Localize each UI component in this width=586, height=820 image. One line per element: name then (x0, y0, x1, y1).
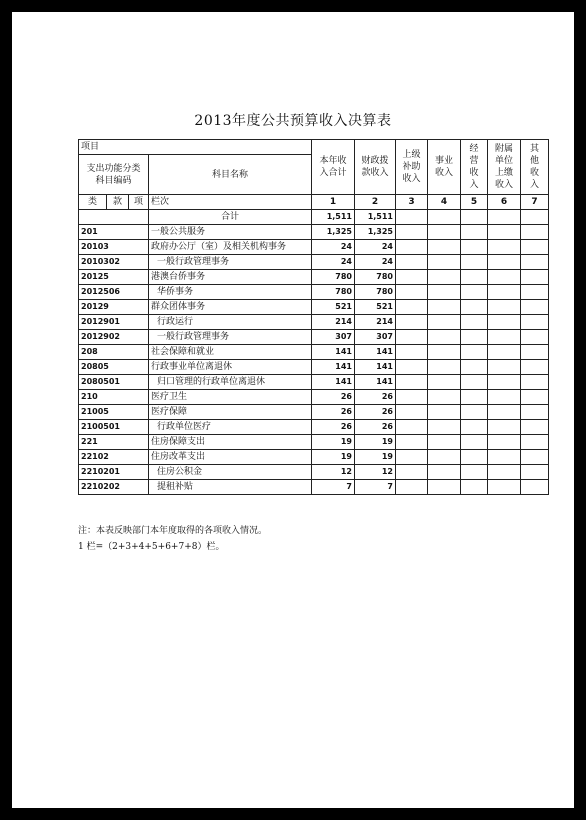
empty-cell (396, 405, 428, 420)
empty-cell (521, 210, 549, 225)
empty-cell (521, 480, 549, 495)
empty-cell (488, 315, 521, 330)
empty-cell (428, 420, 461, 435)
subject-name: 一般行政管理事务 (149, 255, 312, 270)
empty-cell (461, 420, 488, 435)
income-total: 141 (312, 360, 355, 375)
col-number: 6 (488, 195, 521, 210)
empty-cell (461, 390, 488, 405)
subject-name: 提租补贴 (149, 480, 312, 495)
empty-cell (521, 285, 549, 300)
subject-name: 行政单位医疗 (149, 420, 312, 435)
empty-cell (461, 480, 488, 495)
subject-code: 20805 (79, 360, 149, 375)
subject-code: 2210201 (79, 465, 149, 480)
subject-code: 2210202 (79, 480, 149, 495)
subject-code: 2012901 (79, 315, 149, 330)
subject-name: 住房保障支出 (149, 435, 312, 450)
table-row (79, 450, 549, 465)
empty-cell (461, 210, 488, 225)
empty-cell (428, 390, 461, 405)
empty-cell (396, 330, 428, 345)
subject-name: 社会保障和就业 (149, 345, 312, 360)
header-col1: 本年收 入合计 (312, 140, 355, 195)
empty-cell (396, 255, 428, 270)
subject-code: 2010302 (79, 255, 149, 270)
empty-cell (488, 300, 521, 315)
fiscal-appropriation: 780 (355, 285, 396, 300)
table-row (79, 270, 549, 285)
income-total: 1,325 (312, 225, 355, 240)
empty-cell (521, 375, 549, 390)
subject-name: 华侨事务 (149, 285, 312, 300)
empty-cell (396, 270, 428, 285)
document-title: 2013年度公共预算收入决算表 (194, 113, 392, 129)
header-col7: 其 他 收 入 (521, 140, 549, 195)
total-row (79, 210, 549, 225)
empty-cell (521, 270, 549, 285)
total-col2: 1,511 (355, 210, 396, 225)
empty-cell (488, 480, 521, 495)
subject-name: 住房公积金 (149, 465, 312, 480)
income-total: 780 (312, 285, 355, 300)
total-label: 合计 (149, 210, 312, 225)
empty-cell (461, 270, 488, 285)
table-row (79, 225, 549, 240)
income-total: 780 (312, 270, 355, 285)
empty-cell (428, 465, 461, 480)
empty-cell (461, 435, 488, 450)
table-row (79, 285, 549, 300)
fiscal-appropriation: 19 (355, 435, 396, 450)
empty-cell (461, 360, 488, 375)
fiscal-appropriation: 26 (355, 390, 396, 405)
empty-cell (461, 345, 488, 360)
table-row (79, 480, 549, 495)
empty-cell (396, 345, 428, 360)
empty-cell (488, 450, 521, 465)
income-total: 214 (312, 315, 355, 330)
subject-code: 210 (79, 390, 149, 405)
empty-cell (521, 450, 549, 465)
subject-name: 医疗卫生 (149, 390, 312, 405)
fiscal-appropriation: 12 (355, 465, 396, 480)
subject-name: 港澳台侨事务 (149, 270, 312, 285)
fiscal-appropriation: 141 (355, 345, 396, 360)
income-total: 7 (312, 480, 355, 495)
table-row (79, 255, 549, 270)
empty-cell (488, 270, 521, 285)
fiscal-appropriation: 214 (355, 315, 396, 330)
total-code-cell (79, 210, 149, 225)
empty-cell (396, 315, 428, 330)
empty-cell (461, 375, 488, 390)
empty-cell (396, 420, 428, 435)
subject-code: 2100501 (79, 420, 149, 435)
empty-cell (521, 465, 549, 480)
empty-cell (521, 255, 549, 270)
empty-cell (461, 465, 488, 480)
document-page (12, 12, 574, 808)
empty-cell (488, 255, 521, 270)
empty-cell (461, 225, 488, 240)
col-number: 7 (521, 195, 549, 210)
table-row (79, 375, 549, 390)
fiscal-appropriation: 141 (355, 360, 396, 375)
subject-name: 行政事业单位离退休 (149, 360, 312, 375)
subject-code: 22102 (79, 450, 149, 465)
empty-cell (461, 315, 488, 330)
income-total: 26 (312, 405, 355, 420)
table-row (79, 390, 549, 405)
fiscal-appropriation: 521 (355, 300, 396, 315)
subject-name: 政府办公厅（室）及相关机构事务 (149, 240, 312, 255)
empty-cell (521, 225, 549, 240)
fiscal-appropriation: 7 (355, 480, 396, 495)
header-subject-name: 科目名称 (149, 155, 312, 195)
income-total: 141 (312, 345, 355, 360)
empty-cell (521, 360, 549, 375)
empty-cell (428, 450, 461, 465)
subject-code: 208 (79, 345, 149, 360)
table-row (79, 420, 549, 435)
income-total: 19 (312, 435, 355, 450)
empty-cell (428, 225, 461, 240)
budget-table (78, 139, 549, 495)
income-total: 19 (312, 450, 355, 465)
subject-name: 行政运行 (149, 315, 312, 330)
empty-cell (396, 450, 428, 465)
empty-cell (461, 240, 488, 255)
income-total: 521 (312, 300, 355, 315)
empty-cell (428, 300, 461, 315)
subject-name: 一般公共服务 (149, 225, 312, 240)
subject-name: 群众团体事务 (149, 300, 312, 315)
income-total: 24 (312, 240, 355, 255)
empty-cell (461, 255, 488, 270)
empty-cell (461, 450, 488, 465)
fiscal-appropriation: 141 (355, 375, 396, 390)
header-col2: 财政拨 款收入 (355, 140, 396, 195)
col-number: 5 (461, 195, 488, 210)
fiscal-appropriation: 780 (355, 270, 396, 285)
empty-cell (488, 405, 521, 420)
empty-cell (396, 360, 428, 375)
table-row (79, 240, 549, 255)
empty-cell (396, 240, 428, 255)
empty-cell (488, 360, 521, 375)
header-xiangmu: 项目 (79, 140, 312, 155)
empty-cell (428, 240, 461, 255)
table-row (79, 300, 549, 315)
empty-cell (428, 480, 461, 495)
header-col6: 附属 单位 上缴 收入 (488, 140, 521, 195)
subject-code: 20103 (79, 240, 149, 255)
subject-name: 一般行政管理事务 (149, 330, 312, 345)
subject-code: 2012506 (79, 285, 149, 300)
income-total: 26 (312, 420, 355, 435)
empty-cell (488, 345, 521, 360)
fiscal-appropriation: 19 (355, 450, 396, 465)
empty-cell (396, 210, 428, 225)
fiscal-appropriation: 307 (355, 330, 396, 345)
fiscal-appropriation: 24 (355, 255, 396, 270)
col-number: 3 (396, 195, 428, 210)
header-col5: 经 营 收 入 (461, 140, 488, 195)
table-row (79, 405, 549, 420)
subject-code: 2080501 (79, 375, 149, 390)
empty-cell (521, 390, 549, 405)
subject-code: 20125 (79, 270, 149, 285)
empty-cell (428, 210, 461, 225)
empty-cell (461, 285, 488, 300)
header-xiang: 项 (129, 195, 149, 210)
empty-cell (488, 285, 521, 300)
empty-cell (428, 270, 461, 285)
note-line-1: 注：本表反映部门本年度取得的各项收入情况。 (78, 526, 268, 536)
empty-cell (521, 240, 549, 255)
income-total: 141 (312, 375, 355, 390)
empty-cell (521, 300, 549, 315)
fiscal-appropriation: 26 (355, 420, 396, 435)
table-row (79, 465, 549, 480)
empty-cell (396, 465, 428, 480)
subject-code: 221 (79, 435, 149, 450)
subject-code: 2012902 (79, 330, 149, 345)
empty-cell (488, 330, 521, 345)
income-total: 24 (312, 255, 355, 270)
empty-cell (461, 405, 488, 420)
header-col4: 事业 收入 (428, 140, 461, 195)
empty-cell (521, 435, 549, 450)
empty-cell (428, 345, 461, 360)
empty-cell (488, 375, 521, 390)
income-total: 307 (312, 330, 355, 345)
fiscal-appropriation: 1,325 (355, 225, 396, 240)
col-number: 1 (312, 195, 355, 210)
empty-cell (396, 390, 428, 405)
col-number: 2 (355, 195, 396, 210)
empty-cell (428, 315, 461, 330)
table-row (79, 330, 549, 345)
col-number: 4 (428, 195, 461, 210)
income-total: 12 (312, 465, 355, 480)
subject-name: 归口管理的行政单位离退休 (149, 375, 312, 390)
empty-cell (428, 255, 461, 270)
header-lei: 类 (79, 195, 107, 210)
empty-cell (428, 360, 461, 375)
subject-code: 20129 (79, 300, 149, 315)
empty-cell (521, 405, 549, 420)
empty-cell (521, 345, 549, 360)
subject-code: 21005 (79, 405, 149, 420)
empty-cell (488, 240, 521, 255)
table-row (79, 345, 549, 360)
empty-cell (396, 225, 428, 240)
header-lanci: 栏次 (149, 195, 312, 210)
empty-cell (461, 330, 488, 345)
header-func-code: 支出功能分类 科目编码 (79, 155, 149, 195)
fiscal-appropriation: 24 (355, 240, 396, 255)
empty-cell (488, 210, 521, 225)
empty-cell (488, 465, 521, 480)
empty-cell (428, 405, 461, 420)
empty-cell (428, 330, 461, 345)
empty-cell (396, 285, 428, 300)
table-row (79, 360, 549, 375)
empty-cell (396, 435, 428, 450)
header-kuan: 款 (107, 195, 129, 210)
empty-cell (521, 315, 549, 330)
total-col1: 1,511 (312, 210, 355, 225)
subject-code: 201 (79, 225, 149, 240)
empty-cell (396, 300, 428, 315)
empty-cell (461, 300, 488, 315)
empty-cell (488, 435, 521, 450)
empty-cell (396, 480, 428, 495)
table-row (79, 315, 549, 330)
fiscal-appropriation: 26 (355, 405, 396, 420)
income-total: 26 (312, 390, 355, 405)
subject-name: 医疗保障 (149, 405, 312, 420)
empty-cell (521, 420, 549, 435)
empty-cell (488, 225, 521, 240)
header-col3: 上级 补助 收入 (396, 140, 428, 195)
table-row (79, 435, 549, 450)
empty-cell (521, 330, 549, 345)
empty-cell (396, 375, 428, 390)
empty-cell (428, 375, 461, 390)
empty-cell (488, 420, 521, 435)
empty-cell (428, 285, 461, 300)
subject-name: 住房改革支出 (149, 450, 312, 465)
empty-cell (428, 435, 461, 450)
note-line-2: 1 栏=（2+3+4+5+6+7+8）栏。 (78, 542, 225, 552)
empty-cell (488, 390, 521, 405)
